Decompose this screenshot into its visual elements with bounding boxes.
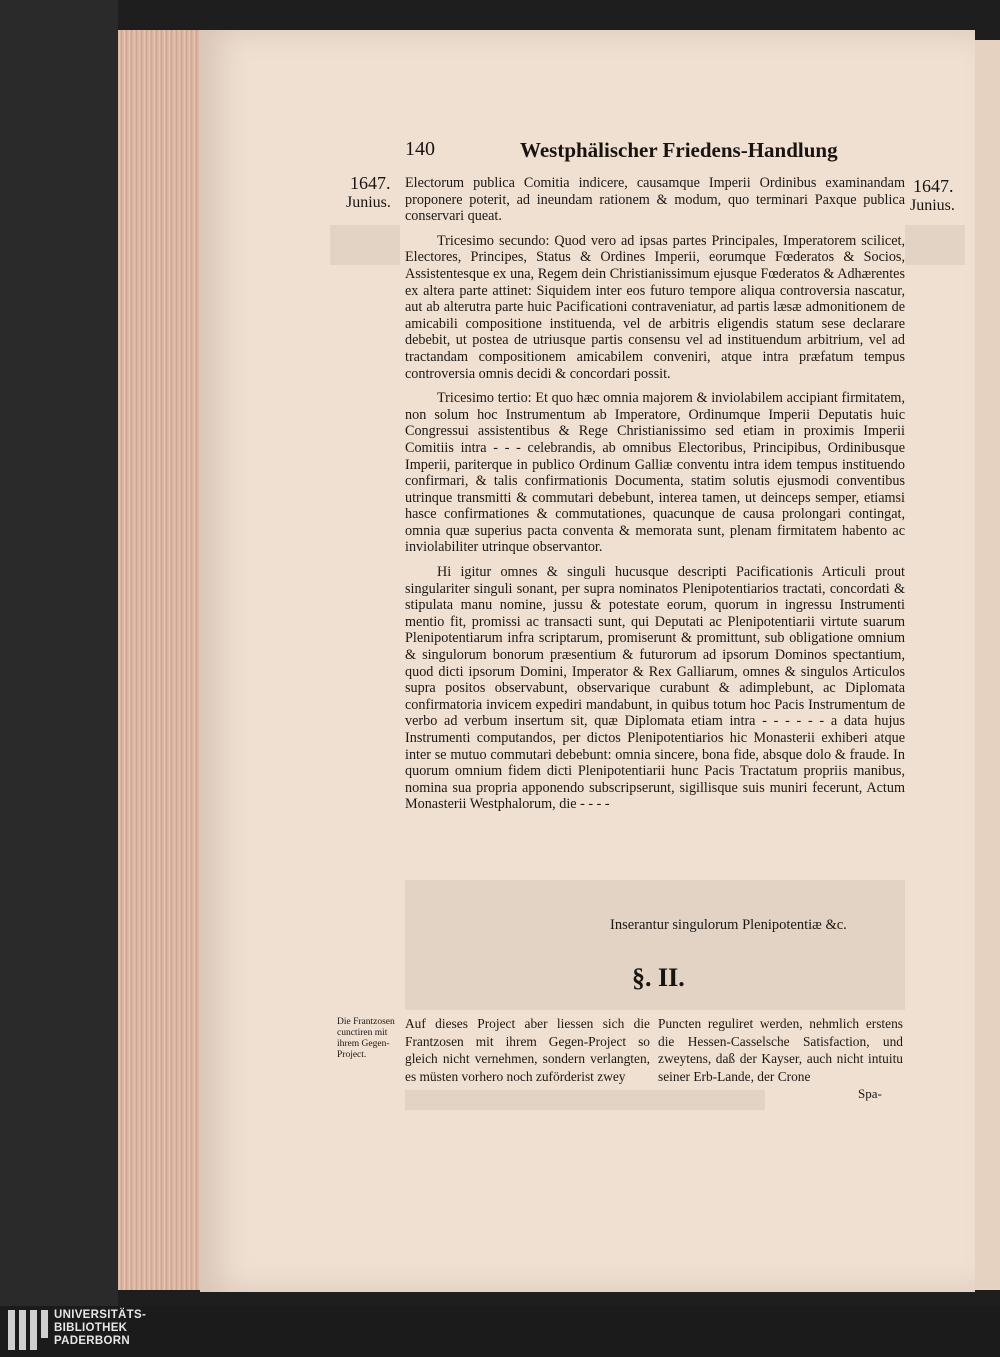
paragraph: Electorum publica Comitia indicere, causamque Imperii Ordinibus examinandam proponere poterit, ad ineundam rationem & modum, quo terminari Paxque publica conservari queat. <box>405 175 905 225</box>
show-through <box>405 1090 765 1110</box>
library-name <box>54 1309 146 1348</box>
side-note: Die Frantzosen cunctiren mit ihrem Gegen-Project. <box>337 1017 395 1060</box>
insertion-line: Inserantur singulorum Plenipotentiæ &c. <box>610 917 847 933</box>
running-head <box>405 138 838 162</box>
paragraph: Hi igitur omnes & singuli hucusque descripti Pacificationis Articuli prout singulariter singuli sonant, per supra nominatos Plenipotentiarios tractati, concordati & stipulata manu nomine, jussu & potestate eorum, quorum in ingressu Instrumenti mentio fit, promissi ac transacti sunt, qui Deputati ac Plenipotentiarii virtute suarum Plenipotentiarum infra scriptarum, promiserunt & promittunt, sub obligatione omnium & singulorum bonorum præsentium & futurorum ad ipsorum Dominos spectantium, quod dicti ipsorum Domini, Imperator & Rex Galliarum, omnes & singulos Articulos supra positos observabunt, observarique curabunt & adimplebunt, ac Diplomata confirmatoria invicem expediri mandabunt, in quibus totum hoc Pacis Instrumentum de verbo ad verbum insertum sit, quæ Diplomata etiam intra - - - - - - a data hujus Instrumenti computandos, per dictos Plenipotentiarios hic Monasterii exhiberi atque inter se mutuo commutari debebunt: omnia sincere, bona fide, absque dolo & fraude. In quorum omnium fidem dicti Plenipotentiarii hunc Pacis Tractatum propriis manibus, nomina sua propria apponendo subscripserunt, sigillisque suis muniri fecerunt, Actum Monasterii Westphalorum, die - - - - <box>405 564 905 813</box>
background-left <box>0 0 118 1306</box>
show-through <box>905 225 965 265</box>
margin-year-left: 1647. <box>350 173 391 193</box>
catchword: Spa- <box>858 1086 882 1101</box>
library-line-1: UNIVERSITÄTS- <box>54 1309 147 1321</box>
paragraph: Tricesimo tertio: Et quo hæc omnia majorem & inviolabilem accipiant firmitatem, non solum hoc Instrumentum ab Imperatore, Ordinumque Imperii Deputatis huic Congressui assistentibus & Rege Christianissimo sed etiam in proximis Imperii Comitiis intra - - - celebrandis, ab omnibus Electoribus, Principibus, Ordinibusque Imperii, pariterque in publico Ordinum Galliæ conventu intra idem tempus instituendo confirmari, & talis confirmationis Documenta, statim solutis ejusmodi conventibus utrinque transmitti & commutari debebunt, interea tamen, ut deinceps semper, etiamsi hasce confirmationes & commutationes, quacunque de causa prolongari contingat, omnia quæ superius pacta conventa & memorata sunt, plenam firmitatem habento ac inviolabiliter utrinque observantor. <box>405 390 905 556</box>
page-number: 140 <box>405 138 435 160</box>
show-through <box>330 225 400 265</box>
margin-year-right: 1647. <box>913 176 954 196</box>
german-column-1: Auf dieses Project aber liessen sich die Frantzosen mit ihrem Gegen-Project so gleich nicht vernehmen, sondern verlangten, es müsten vorhero noch zuförderist zwey <box>405 1016 650 1084</box>
margin-month-left: Junius. <box>346 194 391 211</box>
library-line-2: BIBLIOTHEK <box>54 1322 128 1334</box>
section-heading: §. II. <box>632 963 685 992</box>
library-logo-icon <box>8 1310 48 1350</box>
library-line-3: PADERBORN <box>54 1335 130 1347</box>
margin-month-right: Junius. <box>910 197 955 214</box>
latin-text <box>405 175 905 819</box>
footer-bar <box>0 1306 1000 1357</box>
running-title: Westphälischer Friedens-Handlung <box>520 138 838 162</box>
facing-page-edge <box>975 40 1000 1290</box>
german-column-2: Puncten reguliret werden, nehmlich erstens die Hessen-Casselsche Satisfaction, und zweytens, daß der Kayser, auch nicht intuitu seiner Erb-Lande, der Crone <box>658 1016 903 1084</box>
page-edges <box>118 30 208 1290</box>
paragraph: Tricesimo secundo: Quod vero ad ipsas partes Principales, Imperatorem scilicet, Electores, Principes, Status & Ordines Imperii, eorumque Fœderatos & Socios, Assistentesque ex una, Regem dein Christianissimum ejusque Fœderatos & Adhærentes ex altera parte attinet: Siquidem inter eos futuro tempore aliqua controversia nascatur, aut ab alterutra parte huic Pacificationi contraveniatur, ad partis læsæ admonitionem de amicabili compositione instituenda, vel de arbitris eligendis statum sese declarare debebit, ut postea de utriusque partis consensu vel ad instituendum arbitrium, vel ad tractandam compositionem amicabilem conveniri, atque intra præfatum tempus controversia omnis decidi & concordari possit. <box>405 232 905 382</box>
